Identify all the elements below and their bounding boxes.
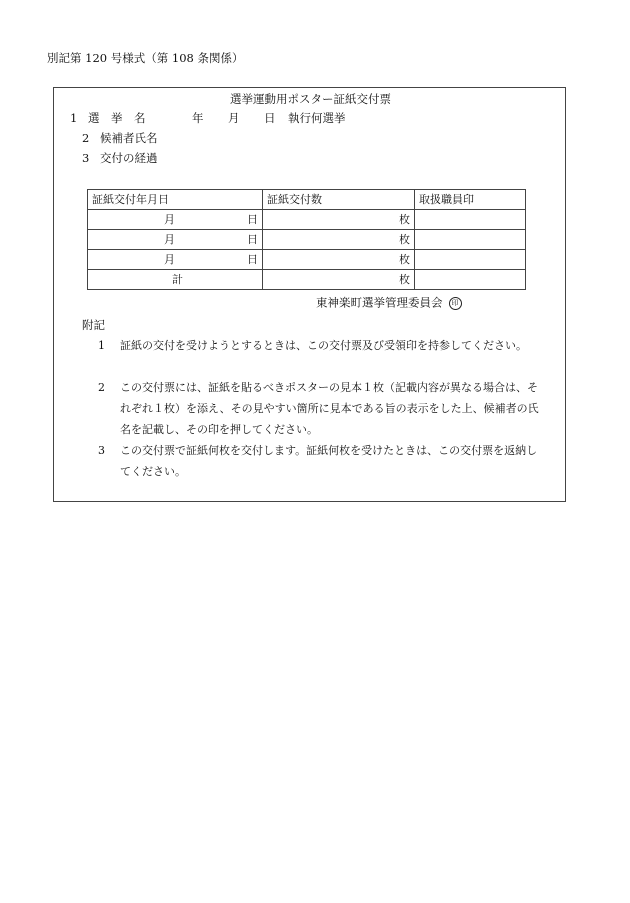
row-staff-seal-cell[interactable] (415, 210, 526, 230)
field-history-label: 交付の経過 (100, 151, 158, 165)
notes-heading: 附記 (82, 318, 105, 332)
note-number: 1 (98, 339, 105, 352)
issuance-table (87, 189, 526, 290)
field-history-no: 3 (82, 151, 90, 165)
row-month: 月 (164, 213, 175, 226)
note-text: この交付票には、証紙を貼るべきポスターの見本１枚（記載内容が異なる場合は、それぞれ１枚）を添え、その見やすい箇所に見本である旨の表示をした上、候補者の氏名を記載し、その印を押してください。 (120, 381, 539, 436)
note-text: この交付票で証紙何枚を交付します。証紙何枚を受けたときは、この交付票を返納してください。 (120, 444, 538, 478)
field-election-day: 日 (264, 111, 276, 125)
header-issue-count: 証紙交付数 (263, 190, 415, 210)
table-row (88, 210, 526, 230)
table-row (88, 230, 526, 250)
header-staff-seal: 取扱職員印 (415, 190, 526, 210)
row-day: 日 (247, 213, 258, 226)
table-row (88, 250, 526, 270)
row-staff-seal-cell[interactable] (415, 250, 526, 270)
table-total-row (88, 270, 526, 290)
row-staff-seal-cell[interactable] (415, 230, 526, 250)
note-text: 証紙の交付を受けようとするときは、この交付票及び受領印を持参してください。 (120, 339, 527, 352)
field-candidate-no: 2 (82, 131, 90, 145)
row-count-unit: 枚 (263, 250, 415, 270)
note-item (98, 377, 540, 440)
row-count-unit: 枚 (263, 210, 415, 230)
table-header-row (88, 190, 526, 210)
row-month: 月 (164, 233, 175, 246)
row-count-unit: 枚 (263, 230, 415, 250)
total-label: 計 (172, 273, 183, 286)
total-staff-seal-cell[interactable] (415, 270, 526, 290)
note-item (98, 335, 540, 356)
note-number: 2 (98, 381, 105, 394)
field-election-suffix: 執行何選挙 (288, 111, 346, 125)
issuer-line (316, 297, 462, 310)
seal-mark-icon: 印 (449, 297, 462, 310)
form-reference: 別記第 120 号様式（第 108 条関係） (47, 51, 244, 65)
total-count-unit: 枚 (263, 270, 415, 290)
issuer-name: 東神楽町選挙管理委員会 (316, 295, 443, 310)
note-item (98, 440, 540, 482)
field-election-year: 年 (192, 111, 204, 125)
form-title: 選挙運動用ポスター証紙交付票 (230, 92, 391, 106)
field-election-label: 選 挙 名 (88, 111, 146, 125)
field-election-month: 月 (228, 111, 240, 125)
note-number: 3 (98, 444, 105, 457)
row-month: 月 (164, 253, 175, 266)
header-issue-date: 証紙交付年月日 (88, 190, 263, 210)
row-day: 日 (247, 253, 258, 266)
field-candidate-label: 候補者氏名 (100, 131, 158, 145)
field-election-no: 1 (70, 111, 78, 125)
row-day: 日 (247, 233, 258, 246)
